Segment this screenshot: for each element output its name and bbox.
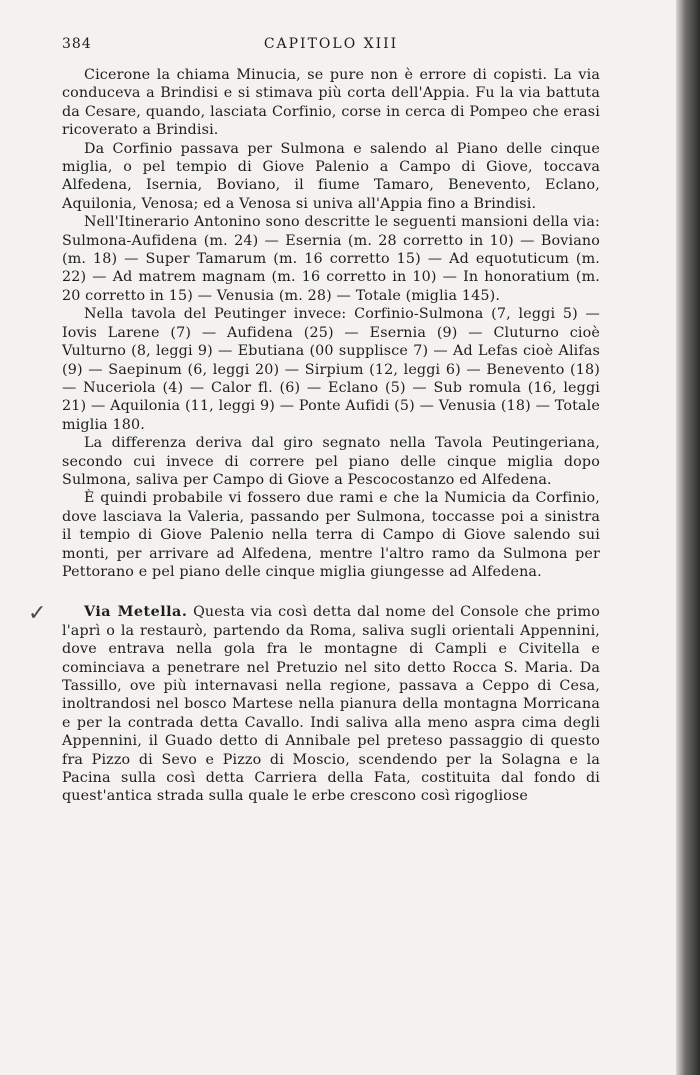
paragraph-3: Nell'Itinerario Antonino sono descritte le seguenti mansioni della via: Sulmona-Aufidena (m. 24) — Esernia (m. 28 corretto in 10) — Boviano (m. 18) — Super Tamarum (m. 16 corretto 15) — Ad equotuticum (m. 22) — Ad matrem magnam (m. 16 corretto in 10) — In honoratium (m. 20 corretto in 15) — Venusia (m. 28) — Totale (miglia 145). [62,214,600,304]
chapter-title: CAPITOLO XIII [263,36,399,52]
paragraph-6: È quindi probabile vi fossero due rami e che la Numicia da Corfinio, dove lasciava la Valeria, passando per Sulmona, toccasse poi a sinistra il tempio di Giove Palenio nella terra di Campo di Giove salendo sui monti, per arrivare ad Alfedena, mentre l'altro ramo da Sulmona per Pettorano e pel piano delle cinque miglia giungesse ad Alfedena. [62,490,600,580]
text-block [28,36,600,806]
body-text [28,66,600,806]
running-head [62,36,600,66]
section-body: Questa via così detta dal nome del Console che primo l'aprì o la restaurò, partendo da Roma, saliva sugli orientali Appennini, dove entrava nella gola fra le montagne di Campli e Civitella e cominciava a penetrare nel Pretuzio nel sito detto Rocca S. Maria. Da Tassillo, ove più internavasi nella regione, passava a Ceppo di Cesa, inoltrandosi nel bosco Martese nella pianura della montagna Morricana e per la contrada detta Cavallo. Indi saliva alla meno aspra cima degli Appennini, il Guado detto di Annibale pel preteso passaggio di questo fra Pizzo di Sevo e Pizzo di Moscio, scendendo per la Solagna e la Pacina sulla così detta Carriera della Fata, costituita dal fondo di quest'antica strada sulla quale le erbe crescono così rigogliose [62,604,600,805]
paragraph-5: La differenza deriva dal giro segnato nella Tavola Peutingeriana, secondo cui invece di correre pel piano delle cinque miglia dopo Sulmona, saliva per Campo di Giove a Pescocostanzo ed Alfedena. [62,435,600,488]
paragraph-1: Cicerone la chiama Minucia, se pure non è errore di copisti. La via conduceva a Brindisi e si stimava più corta dell'Appia. Fu la via battuta da Cesare, quando, lasciata Corfinio, corse in cerca di Pompeo che erasi ricoverato a Brindisi. [62,67,600,139]
page-edge-shadow [676,0,700,1075]
section-title: Via Metella. [84,604,188,621]
section-paragraph [62,603,600,805]
page-number: 384 [62,36,92,52]
section-via-metella [28,601,600,805]
paragraph-2: Da Corfinio passava per Sulmona e salendo al Piano delle cinque miglia, o pel tempio di Giove Palenio a Campo di Giove, toccava Alfedena, Isernia, Boviano, il fiume Tamaro, Benevento, Eclano, Aquilonia, Venosa; ed a Venosa si univa all'Appia fino a Brindisi. [62,140,600,212]
handwritten-check-mark-icon: ✓ [28,601,47,627]
paragraph-4: Nella tavola del Peutinger invece: Corfinio-Sulmona (7, leggi 5) — Iovis Larene (7) — Aufidena (25) — Esernia (9) — Cluturno cioè Vulturno (8, leggi 9) — Ebutiana (00 supplisce 7) — Ad Lefas cioè Alifas (9) — Saepinum (6, leggi 20) — Sirpium (12, leggi 6) — Benevento (18) — Nuceriola (4) — Calor fl. (6) — Eclano (5) — Sub romula (16, leggi 21) — Aquilonia (11, leggi 9) — Ponte Aufidi (5) — Venusia (18) — Totale miglia 180. [62,306,600,433]
